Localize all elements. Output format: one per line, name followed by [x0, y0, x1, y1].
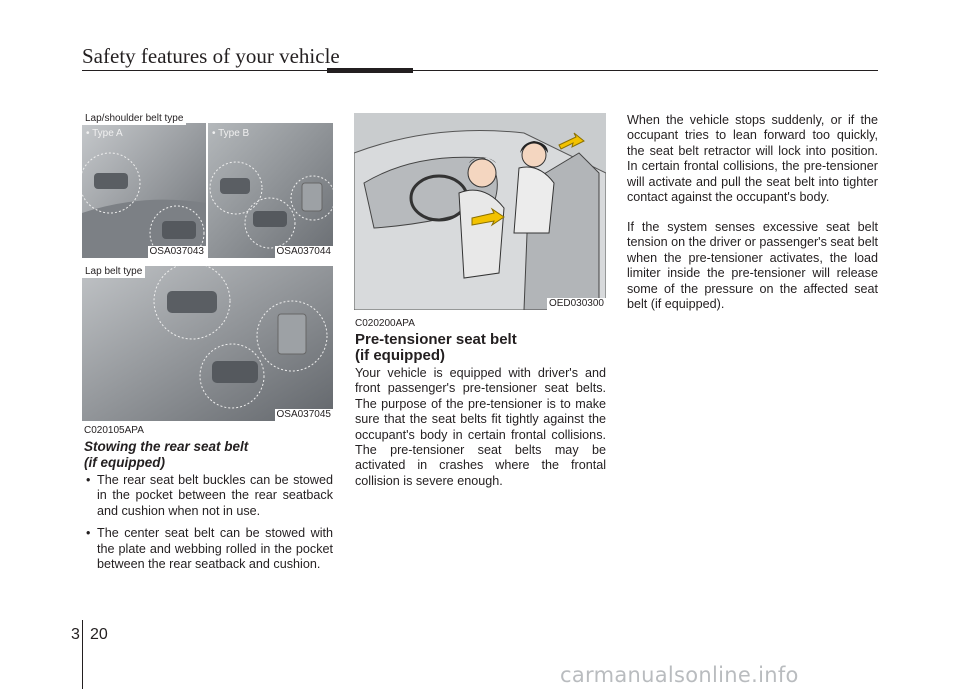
- type-b-label: • Type B: [212, 128, 250, 139]
- figure-label-lap-shoulder: Lap/shoulder belt type: [82, 113, 186, 125]
- figure-label-lap-belt: Lap belt type: [82, 266, 145, 278]
- watermark-text: carmanualsonline.info: [560, 663, 799, 687]
- figure-type-a-photo: [82, 123, 206, 258]
- figure-type-b-photo: [208, 123, 333, 258]
- page-number: 20: [90, 626, 108, 643]
- section-code-pretensioner: C020200APA: [355, 318, 415, 329]
- col3-paragraph-2: If the system senses excessive seat belt tension on the driver or passenger's seat belt when the pre-tensioner activates, the load limiter inside the pre-tensioner will release some of the pressure on the affected seat belt (if equipped).: [627, 220, 878, 312]
- figure-lap-belt-photo: [82, 266, 333, 421]
- stowing-heading-line2: (if equipped): [84, 455, 165, 470]
- pretensioner-heading-line1: Pre-tensioner seat belt: [355, 331, 517, 348]
- pretensioner-body: Your vehicle is equipped with driver's and front passenger's pre-tensioner seat belts. The purpose of the pre-tensioner is to make sure that the seat belts fit tightly against the occupant's body in certain frontal collisions. The pre-tensioner seat belts may be activated in crashes where the frontal collision is severe enough.: [355, 366, 606, 488]
- list-item: • The center seat belt can be stowed with the plate and webbing rolled in the pocket between the rear seatback and cushion.: [84, 526, 333, 572]
- footer-divider: [82, 620, 83, 689]
- chapter-number: 3: [71, 626, 80, 643]
- figure-code-pretensioner: OED030300: [548, 298, 604, 309]
- figure-code-3: OSA037045: [276, 409, 331, 420]
- page-header-title: Safety features of your vehicle: [82, 44, 340, 68]
- figure-pretensioner-illustration: [354, 113, 606, 310]
- pretensioner-heading-line2: (if equipped): [355, 347, 445, 364]
- header-rule: [82, 68, 878, 73]
- type-a-label: • Type A: [86, 128, 123, 139]
- stowing-bullet-list: [84, 473, 333, 579]
- list-item: • The rear seat belt buckles can be stowed in the pocket between the rear seatback and cushion when not in use.: [84, 473, 333, 519]
- col3-paragraph-1: When the vehicle stops suddenly, or if the occupant tries to lean forward too quickly, the seat belt retractor will lock into position. In certain frontal collisions, the pre-tensioner will activate and pull the seat belt into tighter contact against the occupant's body.: [627, 113, 878, 205]
- section-code-stowing: C020105APA: [84, 425, 144, 436]
- figure-code-2: OSA037044: [276, 246, 331, 257]
- stowing-heading-line1: Stowing the rear seat belt: [84, 439, 249, 454]
- figure-code-1: OSA037043: [149, 246, 204, 257]
